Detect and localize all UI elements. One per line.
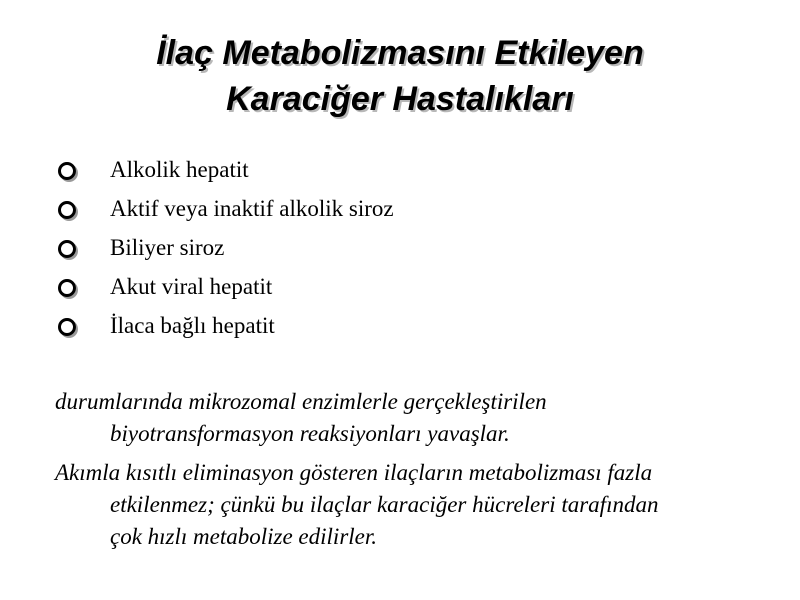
paragraph-flow-limited	[55, 457, 658, 553]
title-line-1: İlaç Metabolizmasını Etkileyen	[156, 34, 644, 72]
paragraph-line: çok hızlı metabolize edilirler.	[110, 524, 378, 549]
hollow-circle-bullet-icon	[58, 318, 76, 336]
list-item-text: İlaca bağlı hepatit	[110, 313, 275, 338]
slide-title	[0, 30, 800, 122]
list-item-text: Aktif veya inaktif alkolik siroz	[110, 196, 394, 221]
paragraph-line: durumlarında mikrozomal enzimlerle gerçekleştirilen	[55, 389, 547, 414]
title-line-2: Karaciğer Hastalıkları	[226, 80, 574, 118]
list-item	[58, 191, 394, 230]
list-item	[58, 230, 394, 269]
paragraph-line: biyotransformasyon reaksiyonları yavaşlar.	[110, 421, 510, 446]
hollow-circle-bullet-icon	[58, 279, 76, 297]
list-item-text: Akut viral hepatit	[110, 274, 273, 299]
list-item	[58, 269, 394, 308]
paragraph-slowdown	[55, 386, 547, 450]
list-item	[58, 152, 394, 191]
hollow-circle-bullet-icon	[58, 162, 76, 180]
hollow-circle-bullet-icon	[58, 201, 76, 219]
paragraph-line: etkilenmez; çünkü bu ilaçlar karaciğer hücreleri tarafından	[110, 492, 659, 517]
disease-list	[58, 152, 394, 347]
list-item-text: Biliyer siroz	[110, 235, 225, 260]
list-item-text: Alkolik hepatit	[110, 157, 249, 182]
list-item	[58, 308, 394, 347]
paragraph-line: Akımla kısıtlı eliminasyon gösteren ilaçların metabolizması fazla	[55, 460, 653, 485]
hollow-circle-bullet-icon	[58, 240, 76, 258]
